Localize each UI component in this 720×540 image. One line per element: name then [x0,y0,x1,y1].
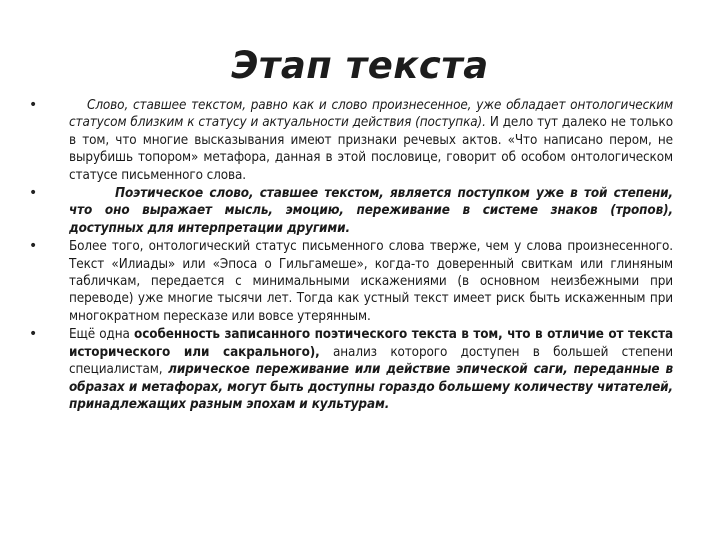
text-bold: особенность записанного поэтического текста в том, что в отличие от текста исторического или сакрального), [69,327,673,360]
bullet-icon: • [29,185,38,202]
paragraph [69,185,673,237]
text-regular: анализ которого доступен в большей степени специалистам, [69,344,673,378]
text-regular: Более того, онтологический статус письменного слова тверже, чем у слова произнесенного. Текст «Илиады» или «Эпоса о Гильгамеше», когда-то доверенный свиткам или глиняным табличкам, передается с минимальными искажениями (в основном неизбежными при переводе) уже многие тысячи лет. Тогда как устный текст имеет риск быть искаженным при многократном пересказе или вовсе утерянным. [69,239,673,324]
paragraph [69,97,673,184]
text-regular: Ещё одна [69,327,135,343]
bullet-list [29,97,673,414]
text-italic: Слово, ставшее текстом, равно как и слово произнесенное, уже обладает онтологическим статусом близким к статусу и актуальности действия (поступка). [69,98,673,131]
bullet-icon: • [29,326,38,343]
list-item [29,326,673,413]
list-item [29,97,673,184]
slide-title: Этап текста [231,44,489,87]
text-bold-italic: Поэтическое слово, ставшее текстом, является поступком уже в той степени, что оно выражает мысль, эмоцию, переживание в системе знаков (тропов), доступных для интерпретации другими. [69,186,673,236]
text-regular: И дело тут далеко не только в том, что многие высказывания имеют признаки речевых актов. «Что написано пером, не вырубишь топором» метафора, данная в этой пословице, говорит об особом онтологическом статусе письменного слова. [69,115,673,183]
bullet-icon: • [29,97,38,113]
list-item [29,238,673,325]
bullet-icon: • [29,238,38,255]
text-bold-italic: лирическое переживание или действие эпической саги, переданные в образах и метафорах, могут быть доступны гораздо большему количеству читателей, принадлежащих разным эпохам и культурам. [69,362,673,412]
paragraph [69,326,673,413]
list-item [29,185,673,237]
paragraph [69,238,673,325]
